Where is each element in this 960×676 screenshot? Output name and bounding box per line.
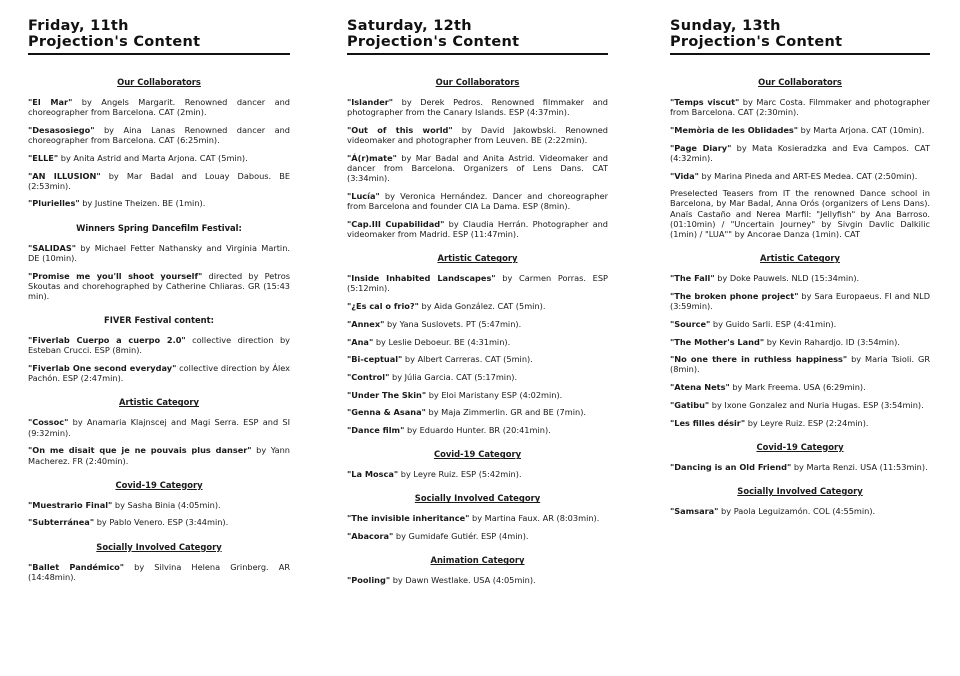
film-entry [28, 153, 290, 163]
section-heading: Artistic Category [437, 253, 518, 264]
film-entry [347, 513, 608, 523]
film-credits: by Angels Margarit. Renowned dancer and choreographer from Barcelona. CAT (2min). [28, 97, 290, 118]
film-title: "Page Diary" [670, 142, 732, 153]
film-credits: by Mata Kosieradzka and Eva Campos. CAT (4:32min). [670, 142, 930, 163]
film-entry [28, 517, 290, 527]
film-credits: by Mar Badal and Anita Astrid. Videomaker and dancer from Barcelona. Organizers of Lens Dans. CAT (3:34min). [347, 152, 608, 184]
film-entry [347, 407, 608, 417]
film-entry [670, 354, 930, 374]
film-credits: by Marta Arjona. CAT (10min). [798, 124, 925, 135]
film-entry [670, 337, 930, 347]
film-credits: by Paola Leguizamón. COL (4:55min). [718, 505, 876, 516]
film-title: "El Mar" [28, 97, 73, 107]
film-entry [347, 273, 608, 293]
film-title: "Desasosiego" [28, 124, 95, 135]
film-title: "Under The Skin" [347, 389, 427, 400]
section-heading: Artistic Category [118, 397, 200, 408]
film-entry [28, 417, 290, 437]
film-title: "Á(r)mate" [347, 152, 397, 163]
section-heading: Winners Spring Dancefilm Festival: [76, 222, 242, 233]
film-entry [28, 97, 290, 117]
film-entry [347, 219, 608, 239]
film-title: "Muestrario Final" [28, 499, 113, 510]
film-entry [347, 125, 608, 145]
column-sunday [670, 18, 930, 524]
program-section [347, 449, 608, 479]
film-credits: by Yann Macherez. FR (2:40min). [28, 445, 290, 466]
film-title: "Promise me you'll shoot yourself" [28, 270, 203, 281]
film-credits: by Eduardo Hunter. BR (20:41min). [404, 425, 551, 436]
film-title: "Lucía" [347, 190, 380, 201]
film-title: "AN ILLUSION" [28, 170, 101, 181]
film-credits: by Carmen Porras. ESP (5:12min). [347, 273, 608, 294]
film-credits: by Mark Freema. USA (6:29min). [729, 382, 866, 393]
film-entry [28, 271, 290, 302]
film-entry [347, 337, 608, 347]
section-heading: Covid-19 Category [433, 449, 522, 460]
film-entry [28, 198, 290, 208]
film-entry [28, 125, 290, 145]
film-credits: by Kevin Rahardjo. ID (3:54min). [764, 336, 900, 347]
film-credits: by Leyre Ruiz. ESP (5:42min). [398, 469, 522, 480]
film-title: "Plurielles" [28, 198, 80, 209]
program-section [28, 542, 290, 582]
film-entry [670, 171, 930, 181]
film-title: "The broken phone project" [670, 290, 799, 301]
day-subtitle: Projection's Content [28, 34, 201, 50]
film-title: "Samsara" [670, 505, 719, 516]
film-credits: Preselected Teasers from IT the renowned Dance school in Barcelona, by Mar Badal, Anna Orós (organizers of Lens Dans). Anaïs Castaño and Nerea Marfil: "Jellyfish" by Ana Barroso. (01:10min) / "Uncertain Journey" by Sivgin Davlic Dalkilic (1min) / "LUA"" by Ancorae Danza (1min). CAT [670, 188, 930, 240]
film-entry [347, 301, 608, 311]
title-underline-rule [347, 53, 608, 55]
section-heading: Covid-19 Category [756, 441, 844, 452]
film-entry [347, 390, 608, 400]
film-credits: by Veronica Hernández. Dancer and choreographer from Barcelona and founder CIA La Dama. ESP (8min). [347, 190, 608, 212]
section-heading: Our Collaborators [435, 77, 520, 87]
section-heading: Artistic Category [759, 253, 841, 264]
film-title: "Control" [347, 371, 390, 382]
program-section [28, 77, 290, 209]
film-title: "Fiverlab Cuerpo a cuerpo 2.0" [28, 335, 186, 346]
section-heading: Animation Category [430, 555, 525, 566]
film-credits: directed by Petros Skoutas and chorehographed by Catherine Chliaras. GR (15:43 min). [28, 270, 290, 301]
film-title: "Dance film" [347, 425, 405, 436]
film-entry [670, 143, 930, 163]
film-credits: by Silvina Helena Grinberg. AR (14:48min). [28, 561, 291, 582]
film-credits: by Anamaria Klajnscej and Magi Serra. ESP and SI (9:32min). [28, 417, 290, 438]
title-underline-rule [670, 53, 930, 55]
program-section [28, 315, 290, 383]
film-credits: by Anita Astrid and Marta Arjona. CAT (5min). [58, 152, 248, 163]
film-title: "Memòria de les Oblidades" [670, 124, 799, 135]
film-credits: by Marc Costa. Filmmaker and photographer from Barcelona. CAT (2:30min). [670, 97, 930, 118]
film-entry [28, 445, 290, 465]
film-title: "Vida" [670, 170, 699, 181]
film-entry [28, 335, 290, 355]
film-entry [347, 319, 608, 329]
film-title: "Islander" [347, 97, 394, 107]
program-section [347, 77, 608, 239]
film-credits: by Ixone Gonzalez and Nuria Hugas. ESP (3:54min). [709, 399, 924, 410]
film-entry [670, 506, 930, 516]
film-entry [670, 97, 930, 117]
program-section [670, 442, 930, 472]
film-title: "Dancing is an Old Friend" [670, 461, 792, 472]
film-title: "No one there in ruthless happiness" [670, 354, 848, 365]
film-title: "Cossoc" [28, 417, 69, 428]
program-section [670, 77, 930, 239]
film-credits: by Guido Sarli. ESP (4:41min). [710, 318, 837, 329]
film-title: "Fiverlab One second everyday" [28, 363, 177, 374]
title-underline-rule [28, 53, 290, 55]
film-credits: by Yana Suslovets. PT (5:47min). [384, 318, 522, 329]
film-entry [28, 171, 290, 191]
film-entry [28, 562, 290, 582]
film-title: "Inside Inhabited Landscapes" [347, 273, 496, 284]
film-credits: collective direction by Esteban Crucci. ESP (8min). [28, 335, 291, 356]
film-title: "Pooling" [347, 575, 391, 586]
day-title: Friday, 11th [28, 18, 129, 34]
film-title: "Atena Nets" [670, 382, 730, 393]
film-credits: by Aina Lanas Renowned dancer and choreographer from Barcelona. CAT (6:25min). [28, 124, 290, 146]
film-entry [347, 425, 608, 435]
film-entry [347, 469, 608, 479]
film-credits: by Albert Carreras. CAT (5min). [402, 354, 533, 365]
day-subtitle: Projection's Content [347, 34, 520, 50]
section-heading: Our Collaborators [117, 77, 201, 87]
film-credits: by Eloi Maristany ESP (4:02min). [426, 389, 563, 400]
day-subtitle: Projection's Content [670, 34, 843, 50]
film-entry [670, 462, 930, 472]
column-saturday [347, 18, 608, 593]
film-title: "Cap.III Cupabilidad" [347, 218, 445, 229]
film-entry [670, 125, 930, 135]
film-credits: by Justine Theizen. BE (1min). [79, 198, 206, 209]
film-credits: by Maja Zimmerlin. GR and BE (7min). [425, 407, 587, 418]
film-credits: by Derek Pedros. Renowned filmmaker and photographer from the Canary Islands. ESP (4:37min). [347, 97, 608, 118]
film-entry [28, 500, 290, 510]
film-title: "Out of this world" [347, 124, 453, 135]
program-section [670, 486, 930, 516]
section-heading: Socially Involved Category [414, 493, 541, 504]
film-title: "Subterránea" [28, 517, 95, 528]
film-entry [670, 273, 930, 283]
film-title: "Gatibu" [670, 399, 710, 410]
film-title: "Source" [670, 318, 711, 329]
film-credits: collective direction by Álex Pachón. ESP (2:47min). [28, 363, 291, 384]
film-credits: by Gumidafe Gutiér. ESP (4min). [393, 531, 529, 542]
film-entry [347, 97, 608, 117]
film-title: "The Mother's Land" [670, 336, 765, 347]
film-credits: by Aida González. CAT (5min). [418, 301, 546, 312]
film-entry [670, 400, 930, 410]
film-credits: by Maria Tsioli. GR (8min). [670, 354, 931, 375]
film-title: "The invisible inheritance" [347, 513, 470, 524]
film-title: "Temps viscut" [670, 97, 740, 107]
program-section [28, 480, 290, 528]
film-credits: by Sasha Binia (4:05min). [112, 499, 221, 510]
section-heading: Socially Involved Category [96, 541, 222, 552]
film-title: "On me disait que je ne pouvais plus danser" [28, 445, 252, 456]
section-heading: Covid-19 Category [115, 479, 203, 490]
film-credits: by Sara Europaeus. FI and NLD (3:59min). [670, 290, 930, 312]
film-title: "ELLE" [28, 152, 59, 163]
film-title: "Ballet Pandémico" [28, 561, 125, 572]
day-title: Saturday, 12th [347, 18, 472, 34]
column-friday [28, 18, 290, 590]
film-entry [28, 243, 290, 263]
film-credits: by Dawn Westlake. USA (4:05min). [390, 575, 536, 586]
film-entry [347, 191, 608, 211]
film-entry [347, 372, 608, 382]
film-credits: by Claudia Herrán. Photographer and videomaker from Madrid. ESP (11:47min). [347, 218, 608, 240]
film-title: "Les filles désir" [670, 417, 746, 428]
film-credits: by Martina Faux. AR (8:03min). [469, 513, 600, 524]
film-entry [670, 291, 930, 311]
film-title: "Genna & Asana" [347, 407, 426, 418]
film-credits: by Leslie Deboeur. BE (4:31min). [373, 336, 511, 347]
program-section [28, 397, 290, 465]
film-entry [347, 575, 608, 585]
film-title: "Abacora" [347, 531, 394, 542]
section-heading: Socially Involved Category [737, 485, 863, 496]
film-title: "Bi-ceptual" [347, 354, 403, 365]
film-entry [347, 354, 608, 364]
film-title: "Annex" [347, 318, 385, 329]
program-section [28, 223, 290, 302]
section-heading: Our Collaborators [758, 77, 842, 87]
film-entry [347, 153, 608, 184]
film-credits: by Mar Badal and Louay Dabous. BE (2:53min). [28, 170, 290, 191]
film-credits: by Marta Renzi. USA (11:53min). [791, 461, 928, 472]
film-credits: by Leyre Ruiz. ESP (2:24min). [745, 417, 869, 428]
film-credits: by Michael Fetter Nathansky and Virginia Martin. DE (10min). [28, 242, 290, 263]
film-credits: by Marina Pineda and ART-ES Medea. CAT (2:50min). [698, 170, 918, 181]
program-section [347, 253, 608, 435]
film-title: "¿Es cal o frio?" [347, 301, 419, 312]
film-entry [347, 531, 608, 541]
program-section [670, 253, 930, 428]
film-title: "La Mosca" [347, 469, 399, 480]
film-entry [28, 363, 290, 383]
film-entry [670, 319, 930, 329]
film-entry [670, 188, 930, 239]
day-title: Sunday, 13th [670, 18, 781, 34]
program-section [347, 493, 608, 541]
film-title: "The Fall" [670, 273, 715, 284]
film-entry [670, 382, 930, 392]
film-entry [670, 418, 930, 428]
film-title: "SALIDAS" [28, 242, 77, 253]
film-credits: by David Jakowbski. Renowned videomaker and photographer from Leuven. BE (2:22min). [347, 124, 609, 146]
program-section [347, 555, 608, 585]
film-credits: by Doke Pauwels. NLD (15:34min). [714, 273, 860, 284]
section-heading: FIVER Festival content: [104, 315, 214, 326]
film-credits: by Pablo Venero. ESP (3:44min). [94, 517, 229, 528]
film-title: "Ana" [347, 336, 374, 347]
film-credits: by Júlia Garcia. CAT (5:17min). [389, 371, 518, 382]
